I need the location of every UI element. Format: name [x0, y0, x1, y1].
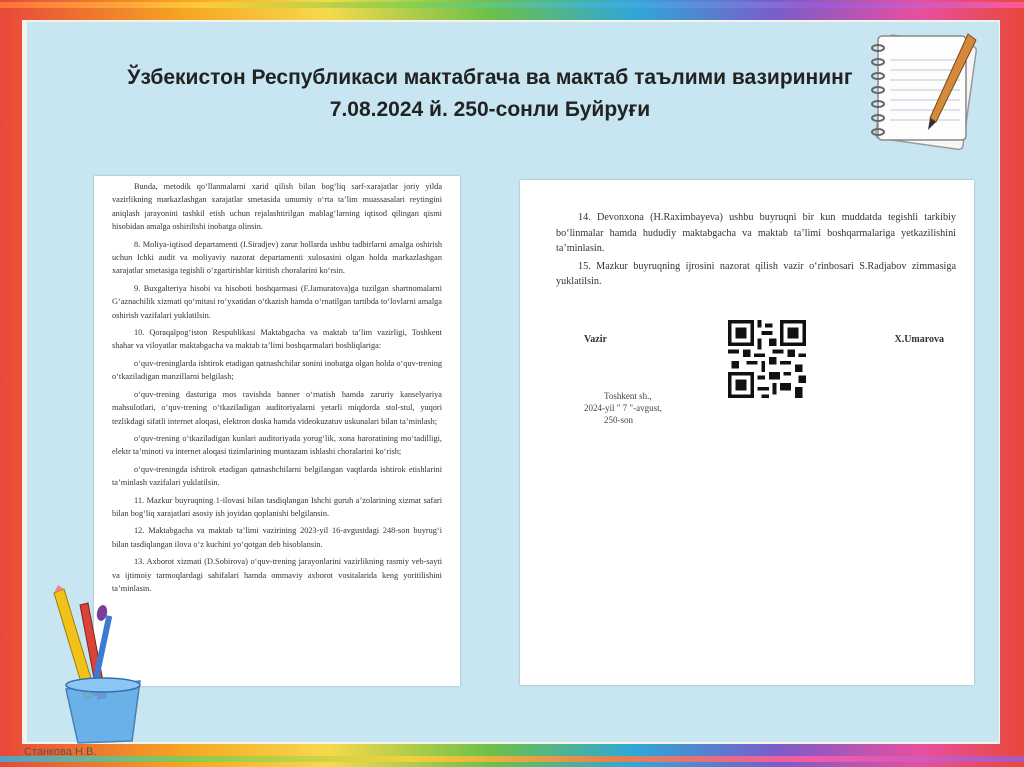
paragraph: 14. Devonxona (H.Raximbayeva) ushbu buyruqni bir kun muddatda tegishli tarkibiy bo‘linmalar hamda hududiy maktabgacha va maktab ta’limi boshqarmalariga yetkazilishini ta’minlasin. [556, 212, 956, 255]
pencil-cup-icon [36, 585, 156, 745]
qr-code-icon [728, 320, 806, 398]
signature-name: X.Umarova [894, 333, 944, 345]
signature-title: Vazir [584, 333, 607, 345]
paragraph: 15. Mazkur buyruqning ijrosini nazorat qilish vazir o‘rinbosari S.Radjabov zimmasiga yuklatilsin. [556, 260, 956, 288]
paragraph: 8. Moliya-iqtisod departamenti (I.Siradjev) zarur hollarda ushbu tadbirlarni amalga oshirish uchun Ichki audit va moliyaviy nazorat departamenti xulosasini olgan holda markazlashgan xarajatlar smetasiga tegishli o‘zgartirishlar kiritish choralarini ko‘rsin. [112, 239, 442, 276]
document-date: 2024-yil " 7 "-avgust, [584, 402, 662, 413]
document-place: Toshkent sh., [604, 390, 652, 401]
title-line-2: 7.08.2024 й. 250-сонли Буйруғи [329, 98, 651, 121]
border-stripe [0, 756, 1024, 762]
paragraph: o‘quv-trening o‘tkaziladigan kunlari auditoriyada yorug‘lik, xona haroratining mo‘tadilligi, elektr ta’minoti va internet aloqasi tizimlarining muntazam ishlashi choralarini ko‘rish; [112, 433, 442, 457]
document-page-right [520, 180, 974, 685]
document-number: 250-son [604, 414, 633, 425]
paragraph: o‘quv-trening dasturiga mos ravishda banner o‘rnatish hamda zaruriy kanselyariya mahsulotlari, o‘quv-trening o‘tkaziladigan auditoriyalarni yetarli miqdorda stol-stul, yuqori tezlikdagi sifatli internet aloqasi, elektron doska hamda videokuzatuv uskunalari bilan ta’minlash; [112, 389, 442, 426]
paragraph: o‘quv-treninglarda ishtirok etadigan qatnashchilar sonini inobatga olgan holda o‘quv-trening o‘tkaziladigan manzillarni belgilash; [112, 358, 442, 382]
author-label: Станкова Н.В. [24, 746, 97, 758]
title-line-1: Ўзбекистон Республикаси мактабгача ва мактаб таълими вазирининг [127, 66, 853, 89]
border-stripe [0, 2, 1024, 8]
paragraph: 9. Buxgalteriya hisobi va hisoboti boshqarmasi (F.Jamuratova)ga tuzilgan shartnomalarni G‘aznachilik xizmati qo‘mitasi ro‘yxatidan o‘tkazish hamda o‘rnatilgan tartibda to‘lovlarni amalga oshirish vazifalari yuklatilsin. [112, 283, 442, 320]
paragraph: 11. Mazkur buyruqning 1-ilovasi bilan tasdiqlangan Ishchi guruh a’zolarining xizmat safari bilan bog‘liq xarajatlari asosiy ish joyidan qoplanishi belgilansin. [112, 495, 442, 518]
paragraph: Bunda, metodik qo‘llanmalarni xarid qilish bilan bog‘liq sarf-xarajatlar joriy yilda vazirlikning markazlashgan xarajatlar smetasida umumiy o‘rta ta’lim muassasalari reytingini aniqlash jarayonini tashkil etish uchun rejalashtirilgan mablag‘larning iqtisod qilingan qismi hisobidan amalga oshirilishi inobatga olinsin. [112, 182, 442, 232]
signature-block [556, 320, 956, 400]
paragraph: 12. Maktabgacha va maktab ta’limi vazirining 2023-yil 16-avgustdagi 248-son buyrug‘i bilan tasdiqlangan ilova o‘z kuchini yo‘qotgan deb hisoblansin. [112, 526, 442, 549]
paragraph: o‘quv-treningda ishtirok etadigan qatnashchilarni belgilangan vaqtlarda ishtirok etishlarini ta’minlash vazifalari yuklatilsin. [112, 464, 442, 488]
notebook-with-pen-icon [864, 26, 984, 151]
paragraph: 13. Axborot xizmati (D.Sobirova) o‘quv-trening jarayonlarini vazirlikning rasmiy veb-sayti va ijtimoiy tarmoqlardagi sahifalari hamda ommaviy axborot vositalarida keng yoritilishini ta’minlasin. [112, 557, 442, 593]
slide-title [60, 62, 920, 126]
paragraph: 10. Qoraqalpog‘iston Respublikasi Maktabgacha va maktab ta’lim vazirligi, Toshkent shahar va viloyatlar maktabgacha va maktab ta’limi boshqarmalari boshliqlariga: [112, 328, 442, 351]
